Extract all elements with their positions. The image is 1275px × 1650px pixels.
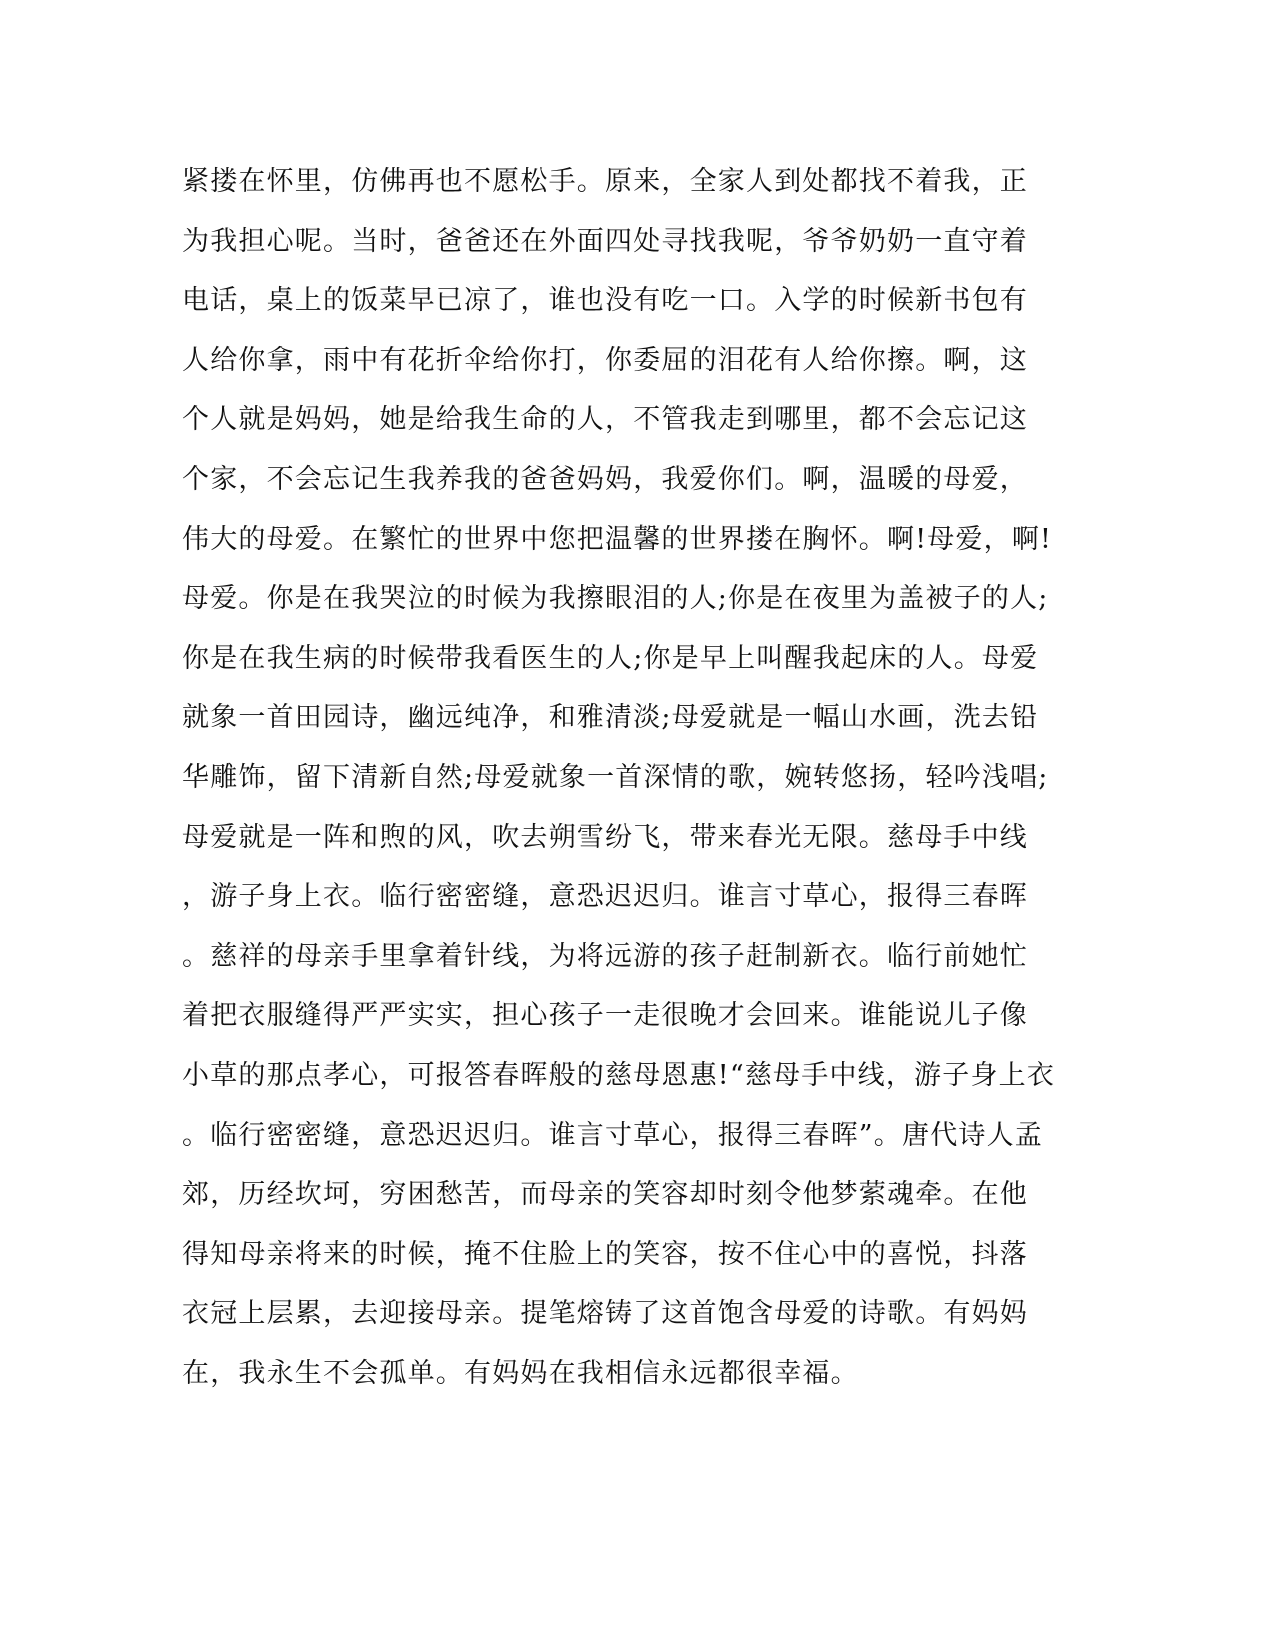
text-line-7: 伟大的母爱。在繁忙的世界中您把温馨的世界搂在胸怀。啊!母爱，啊! [182, 523, 1053, 555]
text-line-5: 个人就是妈妈，她是给我生命的人，不管我走到哪里，都不会忘记这 [182, 404, 1028, 436]
text-line-20: 衣冠上层累，去迎接母亲。提笔熔铸了这首饱含母爱的诗歌。有妈妈 [182, 1298, 1028, 1330]
text-line-14: 。慈祥的母亲手里拿着针线，为将远游的孩子赶制新衣。临行前她忙 [182, 940, 1028, 972]
text-line-2: 为我担心呢。当时，爸爸还在外面四处寻找我呢，爷爷奶奶一直守着 [182, 225, 1028, 257]
text-line-1: 紧搂在怀里，仿佛再也不愿松手。原来，全家人到处都找不着我，正 [182, 166, 1028, 197]
text-line-19: 得知母亲将来的时候，掩不住脸上的笑容，按不住心中的喜悦，抖落 [182, 1238, 1028, 1270]
text-line-6: 个家，不会忘记生我养我的爸爸妈妈，我爱你们。啊，温暖的母爱， [182, 463, 1028, 495]
text-line-10: 就象一首田园诗，幽远纯净，和雅清淡;母爱就是一幅山水画，洗去铅 [182, 702, 1039, 734]
text-line-13: ，游子身上衣。临行密密缝，意恐迟迟归。谁言寸草心，报得三春晖 [182, 881, 1028, 913]
text-line-12: 母爱就是一阵和煦的风，吹去朔雪纷飞，带来春光无限。慈母手中线 [182, 821, 1028, 853]
text-line-8: 母爱。你是在我哭泣的时候为我擦眼泪的人;你是在夜里为盖被子的人; [182, 583, 1049, 615]
text-line-4: 人给你拿，雨中有花折伞给你打，你委屈的泪花有人给你擦。啊，这 [182, 344, 1028, 376]
text-line-11: 华雕饰，留下清新自然;母爱就象一首深情的歌，婉转悠扬，轻吟浅唱; [182, 761, 1049, 793]
text-line-3: 电话，桌上的饭菜早已凉了，谁也没有吃一口。入学的时候新书包有 [182, 285, 1028, 317]
text-line-16: 小草的那点孝心，可报答春晖般的慈母恩惠!“慈母手中线，游子身上衣 [182, 1059, 1056, 1091]
text-line-17: 。临行密密缝，意恐迟迟归。谁言寸草心，报得三春晖”。唐代诗人孟 [182, 1119, 1044, 1151]
body-text [182, 162, 1082, 1413]
text-line-18: 郊，历经坎坷，穷困愁苦，而母亲的笑容却时刻令他梦萦魂牵。在他 [182, 1179, 1028, 1211]
text-line-9: 你是在我生病的时候带我看医生的人;你是早上叫醒我起床的人。母爱 [182, 642, 1039, 674]
text-line-15: 着把衣服缝得严严实实，担心孩子一走很晚才会回来。谁能说儿子像 [182, 1000, 1028, 1032]
text-line-21: 在，我永生不会孤单。有妈妈在我相信永远都很幸福。 [182, 1357, 859, 1389]
